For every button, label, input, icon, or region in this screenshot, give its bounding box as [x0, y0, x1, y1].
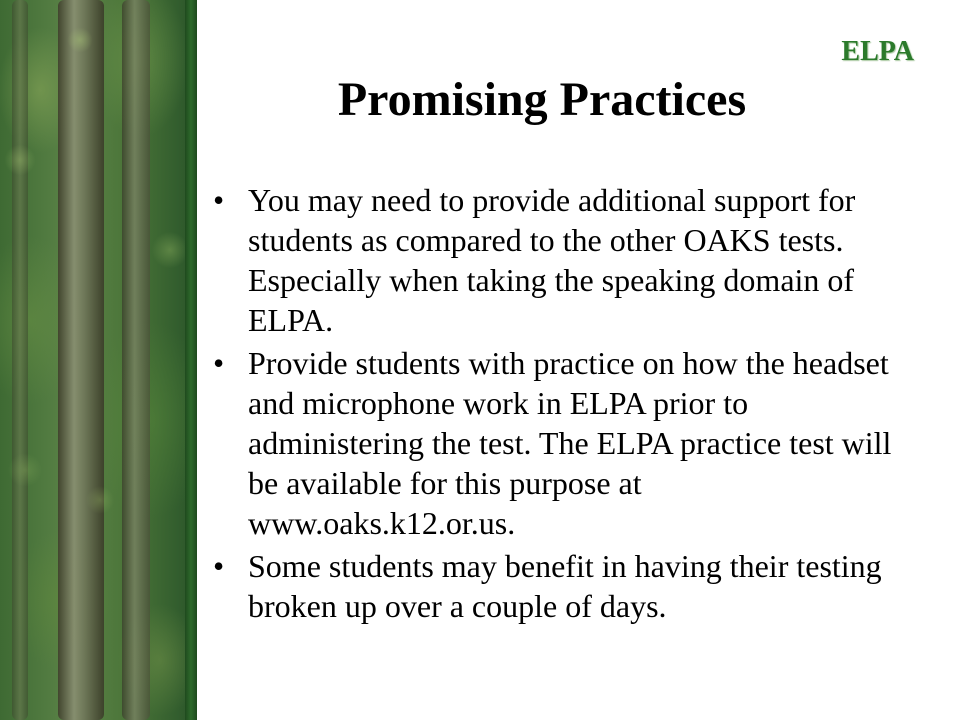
green-divider-band: [185, 0, 197, 720]
bullet-text: You may need to provide additional support for students as compared to the other OAKS tests. Especially when taking the speaking domain of ELPA.: [248, 182, 856, 338]
bullet-text: Provide students with practice on how the headset and microphone work in ELPA prior to administering the test. The ELPA practice test will be available for this purpose at www.oaks.k12.or.us.: [248, 345, 892, 541]
forest-background-image: [0, 0, 185, 720]
bullet-item: [204, 343, 904, 543]
bullet-marker: •: [213, 345, 225, 381]
bullet-list: [204, 180, 904, 629]
slide-title: Promising Practices: [337, 73, 747, 126]
bullet-item: [204, 546, 904, 626]
elpa-tag: ELPA: [841, 36, 914, 67]
foliage: [0, 0, 185, 720]
bullet-marker: •: [213, 182, 225, 218]
slide-content: [197, 0, 960, 720]
bullet-text: Some students may benefit in having their testing broken up over a couple of days.: [248, 548, 882, 624]
bullet-marker: •: [213, 548, 225, 584]
bullet-item: [204, 180, 904, 340]
